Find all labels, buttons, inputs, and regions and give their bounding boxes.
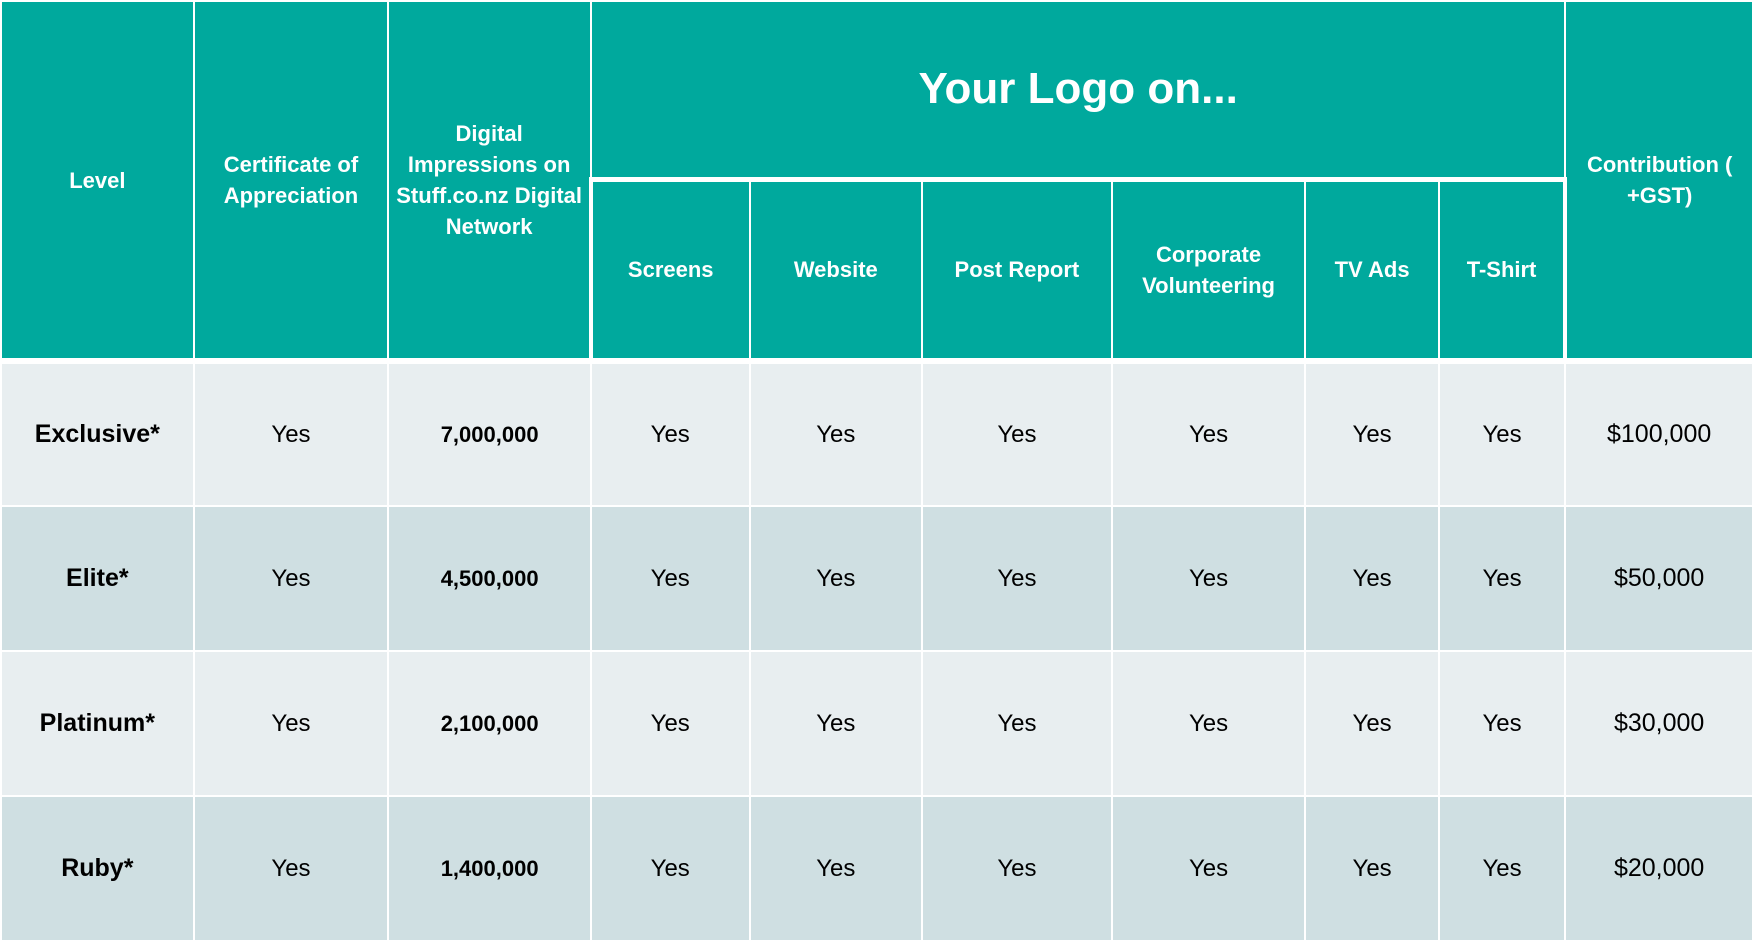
table-row	[1, 651, 1753, 796]
cell-logo-post-report: Yes	[922, 796, 1112, 941]
cell-logo-website: Yes	[750, 796, 923, 941]
cell-logo-corporate-volunteering: Yes	[1112, 506, 1306, 651]
cell-logo-corporate-volunteering: Yes	[1112, 796, 1306, 941]
cell-logo-screens: Yes	[591, 651, 750, 796]
cell-impressions: 1,400,000	[388, 796, 591, 941]
cell-logo-post-report: Yes	[922, 651, 1112, 796]
cell-logo-screens: Yes	[591, 506, 750, 651]
cell-logo-website: Yes	[750, 651, 923, 796]
cell-logo-post-report: Yes	[922, 506, 1112, 651]
table-row	[1, 796, 1753, 941]
cell-logo-t-shirt: Yes	[1439, 506, 1565, 651]
header-logo-screens: Screens	[591, 179, 750, 361]
header-impressions: Digital Impressions on Stuff.co.nz Digital Network	[388, 1, 591, 361]
table-row	[1, 506, 1753, 651]
cell-contribution: $20,000	[1565, 796, 1753, 941]
cell-logo-corporate-volunteering: Yes	[1112, 651, 1306, 796]
cell-logo-tv-ads: Yes	[1305, 796, 1438, 941]
cell-logo-t-shirt: Yes	[1439, 361, 1565, 506]
cell-contribution: $50,000	[1565, 506, 1753, 651]
header-logo-corporate-volunteering: Corporate Volunteering	[1112, 179, 1306, 361]
table-row	[1, 361, 1753, 506]
header-certificate: Certificate of Appreciation	[194, 1, 389, 361]
table-header	[1, 1, 1753, 361]
cell-certificate: Yes	[194, 796, 389, 941]
cell-contribution: $100,000	[1565, 361, 1753, 506]
cell-logo-corporate-volunteering: Yes	[1112, 361, 1306, 506]
cell-certificate: Yes	[194, 361, 389, 506]
cell-impressions: 7,000,000	[388, 361, 591, 506]
cell-level: Exclusive*	[1, 361, 194, 506]
cell-logo-website: Yes	[750, 361, 923, 506]
cell-logo-website: Yes	[750, 506, 923, 651]
cell-logo-t-shirt: Yes	[1439, 651, 1565, 796]
header-logo-post-report: Post Report	[922, 179, 1112, 361]
cell-logo-t-shirt: Yes	[1439, 796, 1565, 941]
cell-level: Ruby*	[1, 796, 194, 941]
cell-level: Elite*	[1, 506, 194, 651]
cell-logo-post-report: Yes	[922, 361, 1112, 506]
header-logo-tv-ads: TV Ads	[1305, 179, 1438, 361]
cell-logo-tv-ads: Yes	[1305, 651, 1438, 796]
header-level: Level	[1, 1, 194, 361]
cell-logo-tv-ads: Yes	[1305, 506, 1438, 651]
cell-contribution: $30,000	[1565, 651, 1753, 796]
table-body	[1, 361, 1753, 941]
header-logo-group: Your Logo on...	[591, 1, 1565, 179]
header-contribution: Contribution ( +GST)	[1565, 1, 1753, 361]
cell-logo-screens: Yes	[591, 361, 750, 506]
cell-certificate: Yes	[194, 506, 389, 651]
cell-certificate: Yes	[194, 651, 389, 796]
header-logo-website: Website	[750, 179, 923, 361]
cell-impressions: 4,500,000	[388, 506, 591, 651]
cell-logo-tv-ads: Yes	[1305, 361, 1438, 506]
cell-impressions: 2,100,000	[388, 651, 591, 796]
cell-level: Platinum*	[1, 651, 194, 796]
header-logo-t-shirt: T-Shirt	[1439, 179, 1565, 361]
cell-logo-screens: Yes	[591, 796, 750, 941]
